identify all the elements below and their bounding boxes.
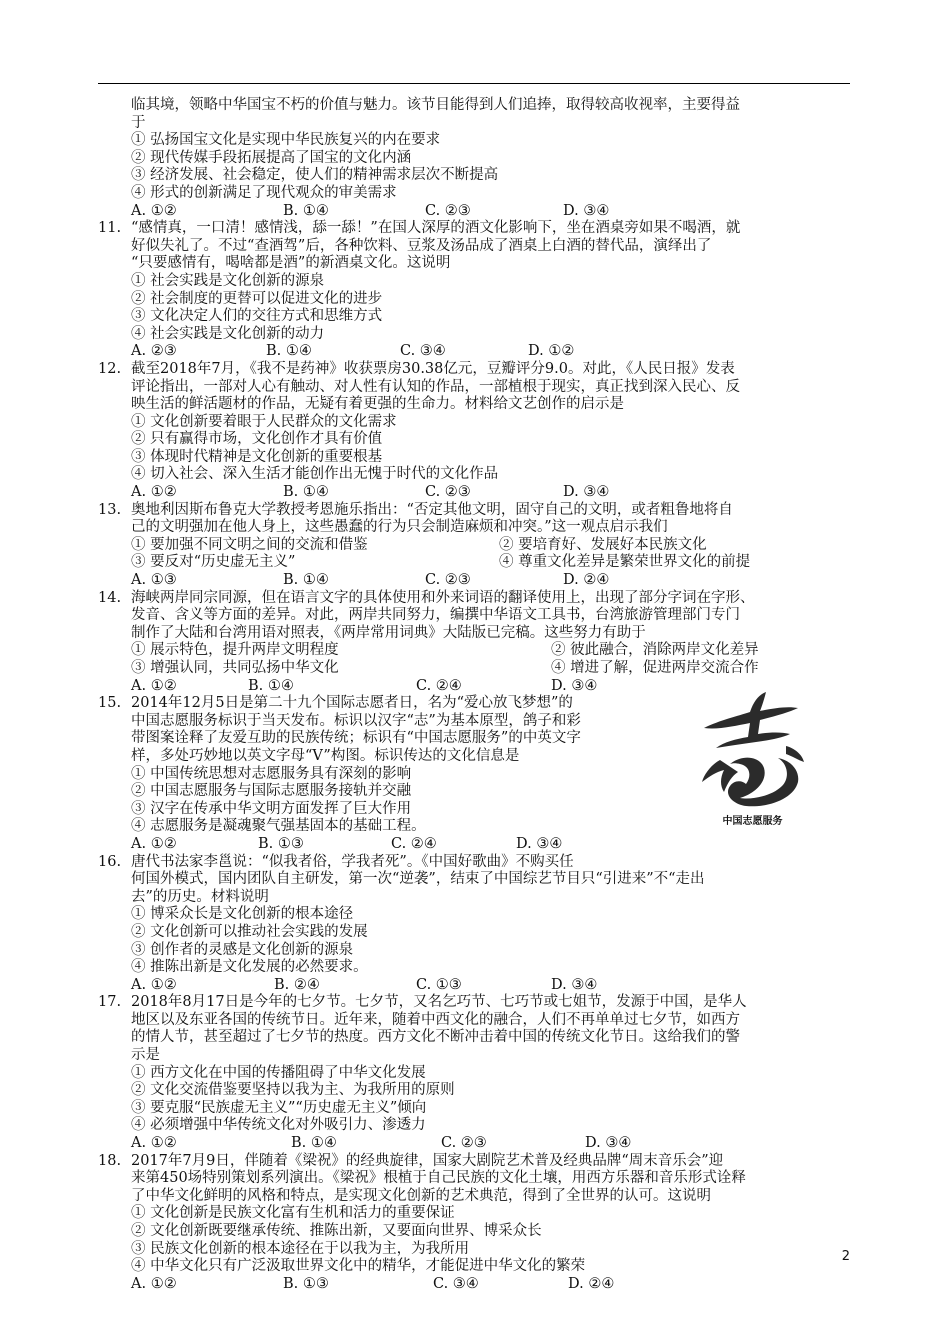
statement-1: ① 中国传统思想对志愿服务具有深刻的影响: [131, 765, 412, 782]
question-number: 14.: [98, 589, 122, 606]
question-10-continued: [98, 97, 850, 220]
statement-3: ③ 经济发展、社会稳定，使人们的精神需求层次不断提高: [131, 167, 499, 184]
question-text: 评论指出，一部对人心有触动、对人性有认知的作品，一部植根于现实，真正找到深入民心、反: [131, 378, 740, 395]
question-text: 2014年12月5日是第二十九个国际志愿者日，名为“爱心放飞梦想”的: [131, 695, 573, 712]
answer-options: [98, 1135, 850, 1153]
option-d: D. ③④: [585, 1135, 632, 1152]
question-text: 2018年8月17日是今年的七夕节。七夕节，又名乞巧节、七巧节或七姐节，发源于中国，是华人: [131, 994, 747, 1011]
question-number: 13.: [98, 501, 122, 518]
question-text: 唐代书法家李邕说：“似我者俗，学我者死”。《中国好歌曲》不购买任: [131, 853, 574, 870]
question-11: [98, 220, 850, 361]
question-text: 己的文明强加在他人身上，这些愚蠢的行为只会制造麻烦和冲突。”这一观点启示我们: [131, 519, 668, 536]
option-c: C. ②④: [391, 835, 437, 852]
question-text: 发音、含义等方面的差异。对此，两岸共同努力，编撰中华语文工具书，台湾旅游管理部门专门: [131, 607, 740, 624]
option-b: B. ①③: [283, 1275, 329, 1292]
option-d: D. ③④: [563, 484, 610, 501]
question-text: 制作了大陆和台湾用语对照表，《两岸常用词典》大陆版已完稿。这些努力有助于: [131, 624, 646, 641]
statement-4: ④ 尊重文化差异是繁荣世界文化的前提: [499, 554, 751, 571]
statement-3: ③ 文化决定人们的交往方式和思维方式: [131, 308, 383, 325]
option-d: D. ①②: [528, 343, 575, 360]
question-text: 2017年7月9日，伴随着《梁祝》的经典旋律，国家大剧院艺术普及经典品牌“周末音乐会”迎: [131, 1152, 724, 1169]
statement-4: ④ 形式的创新满足了现代观众的审美需求: [131, 184, 397, 201]
option-a: A. ①②: [131, 484, 177, 501]
question-text: 的情人节，甚至超过了七夕节的热度。西方文化不断冲击着中国的传统文化节日。这给我们的警: [131, 1029, 740, 1046]
question-number: 11.: [98, 220, 122, 237]
statement-1: ① 展示特色，提升两岸文明程度: [131, 642, 339, 659]
statement-3: ③ 增强认同，共同弘扬中华文化: [131, 660, 339, 676]
question-text: 了中华文化鲜明的风格和特点，是实现文化创新的艺术典范，得到了全世界的认可。这说明: [131, 1187, 711, 1204]
option-b: B. ①④: [291, 1135, 337, 1152]
statement-row: [98, 537, 850, 555]
question-text: 示是: [131, 1047, 160, 1064]
statement-row: [98, 554, 850, 572]
statement-2: ② 文化创新既要继承传统、推陈出新，又要面向世界、博采众长: [131, 1223, 542, 1239]
option-b: B. ①③: [258, 835, 304, 852]
statement-2: ② 中国志愿服务与国际志愿服务接轨并交融: [131, 783, 412, 800]
statement-3: ③ 民族文化创新的根本途径在于以我为主，为我所用: [131, 1240, 470, 1257]
statement-row: [98, 660, 850, 678]
statement-1: ① 文化创新要着眼于人民群众的文化需求: [131, 413, 397, 430]
question-text: 奥地利因斯布鲁克大学教授考恩施乐指出：“否定其他文明，固守自己的文明，或者粗鲁地将自: [131, 501, 733, 518]
option-c: C. ①③: [416, 976, 462, 993]
option-c: C. ③④: [400, 343, 446, 360]
statement-row: [98, 642, 850, 660]
question-text: 临其境，领略中华国宝不朽的价值与魅力。该节目能得到人们追捧，取得较高收视率，主要得益: [131, 97, 740, 113]
statement-3: ③ 汉字在传承中华文明方面发挥了巨大作用: [131, 800, 412, 817]
option-b: B. ①④: [283, 572, 329, 589]
option-d: D. ③④: [563, 202, 610, 219]
question-number: 17.: [98, 994, 122, 1011]
question-14: [98, 590, 850, 696]
statement-3: ③ 要克服“民族虚无主义”“历史虚无主义”倾向: [131, 1099, 427, 1116]
statement-2: ② 只有赢得市场，文化创作才具有价值: [131, 431, 383, 448]
statement-1: ① 博采众长是文化创新的根本途径: [131, 906, 354, 923]
statement-4: ④ 必须增强中华传统文化对外吸引力、渗透力: [131, 1117, 426, 1134]
question-text: “只要感情有，喝啥都是酒”的新酒桌文化。这说明: [131, 255, 451, 272]
option-d: D. ③④: [516, 835, 563, 852]
zhi-character-icon: [690, 690, 815, 812]
option-b: B. ①④: [283, 484, 329, 501]
statement-2: ② 要培育好、发展好本民族文化: [499, 536, 707, 553]
answer-options: [98, 343, 850, 361]
statement-4: ④ 切入社会、深入生活才能创作出无愧于时代的文化作品: [131, 466, 499, 483]
statement-2: ② 文化创新可以推动社会实践的发展: [131, 923, 368, 940]
question-16: [98, 854, 850, 995]
question-18: [98, 1153, 850, 1294]
statement-3: ③ 创作者的灵感是文化创新的源泉: [131, 941, 354, 958]
logo-caption: 中国志愿服务: [722, 816, 783, 827]
statement-2: ② 社会制度的更替可以促进文化的进步: [131, 290, 383, 307]
question-number: 16.: [98, 853, 122, 870]
question-text: “感情真，一口清！感情浅，舔一舔！”在国人深厚的酒文化影响下，坐在酒桌旁如果不喝酒，就: [131, 220, 741, 237]
option-c: C. ③④: [433, 1275, 479, 1292]
header-rule: [98, 83, 850, 84]
statement-1: ① 社会实践是文化创新的源泉: [131, 272, 325, 289]
question-text: 中国志愿服务标识于当天发布。标识以汉字“志”为基本原型，鸽子和彩: [131, 712, 581, 729]
statement-2: ② 现代传媒手段拓展提高了国宝的文化内涵: [131, 149, 412, 166]
question-text: 好似失礼了。不过“查酒驾”后，各种饮料、豆浆及汤品成了酒桌上白酒的替代品，演绎出了: [131, 237, 712, 254]
option-a: A. ①②: [131, 976, 177, 993]
statement-1: ① 西方文化在中国的传播阻碍了中华文化发展: [131, 1064, 426, 1081]
question-text: 地区以及东亚各国的传统节日。近年来，随着中西文化的融合，人们不再单单过七夕节，如西方: [131, 1011, 740, 1028]
option-d: D. ③④: [551, 677, 598, 694]
page-number: 2: [841, 1249, 850, 1264]
question-text: 截至2018年7月，《我不是药神》收获票房30.38亿元，豆瓣评分9.0。对此，《人民日报》发表: [131, 360, 735, 377]
option-a: A. ①②: [131, 835, 177, 852]
answer-options: [98, 1276, 850, 1294]
question-text: 样，多处巧妙地以英文字母“V”构图。标识传达的文化信息是: [131, 747, 520, 764]
question-text: 于: [131, 114, 146, 131]
option-c: C. ②③: [425, 202, 471, 219]
answer-options: [98, 203, 850, 221]
option-d: D. ②④: [568, 1275, 615, 1292]
option-c: C. ②③: [425, 572, 471, 589]
statement-1: ① 文化创新是民族文化富有生机和活力的重要保证: [131, 1205, 455, 1222]
statement-1: ① 弘扬国宝文化是实现中华民族复兴的内在要求: [131, 132, 441, 149]
question-text: 映生活的鲜活题材的作品，无疑有着更强的生命力。材料给文艺创作的启示是: [131, 396, 624, 413]
option-a: A. ①②: [131, 677, 177, 694]
option-b: B. ②④: [274, 976, 320, 993]
option-c: C. ②④: [416, 677, 462, 694]
question-12: [98, 361, 850, 502]
question-text: 海峡两岸同宗同源，但在语言文字的具体使用和外来词语的翻译使用上，出现了部分字词在字形、: [131, 589, 755, 606]
option-b: B. ①④: [248, 677, 294, 694]
answer-options: [98, 572, 850, 590]
option-b: B. ①④: [283, 202, 329, 219]
question-text: 来第450场特别策划系列演出。《梁祝》根植于自己民族的文化土壤，用西方乐器和音乐形式诠释: [131, 1170, 746, 1187]
answer-options: [98, 484, 850, 502]
option-d: D. ③④: [551, 976, 598, 993]
question-text: 何国外模式，国内团队自主研发，第一次“逆袭”，结束了中国综艺节目只“引进来”不“走出: [131, 871, 705, 888]
volunteer-service-logo: [690, 690, 815, 840]
statement-4: ④ 中华文化只有广泛汲取世界文化中的精华，才能促进中华文化的繁荣: [131, 1258, 586, 1275]
question-number: 15.: [98, 695, 122, 712]
option-c: C. ②③: [425, 484, 471, 501]
statement-3: ③ 要反对“历史虚无主义”: [131, 554, 296, 571]
question-text: 去”的历史。材料说明: [131, 888, 269, 905]
statement-4: ④ 社会实践是文化创新的动力: [131, 325, 325, 342]
statement-4: ④ 推陈出新是文化发展的必然要求。: [131, 959, 368, 976]
answer-options: [98, 977, 850, 995]
statement-2: ② 彼此融合，消除两岸文化差异: [551, 642, 759, 659]
option-c: C. ②③: [441, 1135, 487, 1152]
question-17: [98, 994, 850, 1152]
option-a: A. ①②: [131, 202, 177, 219]
option-b: B. ①④: [266, 343, 312, 360]
option-a: A. ①③: [131, 572, 177, 589]
question-text: 带图案诠释了友爱互助的民族传统；标识有“中国志愿服务”的中英文字: [131, 730, 581, 747]
option-a: A. ①②: [131, 1275, 177, 1292]
option-a: A. ②③: [131, 343, 177, 360]
question-number: 18.: [98, 1152, 122, 1169]
statement-1: ① 要加强不同文明之间的交流和借鉴: [131, 536, 368, 553]
statement-3: ③ 体现时代精神是文化创新的重要根基: [131, 448, 383, 465]
statement-2: ② 文化交流借鉴要坚持以我为主、为我所用的原则: [131, 1082, 455, 1099]
option-a: A. ①②: [131, 1135, 177, 1152]
question-13: [98, 502, 850, 590]
option-d: D. ②④: [563, 572, 610, 589]
statement-4: ④ 增进了解，促进两岸交流合作: [551, 660, 759, 676]
statement-4: ④ 志愿服务是凝魂聚气强基固本的基础工程。: [131, 818, 426, 835]
question-number: 12.: [98, 360, 122, 377]
